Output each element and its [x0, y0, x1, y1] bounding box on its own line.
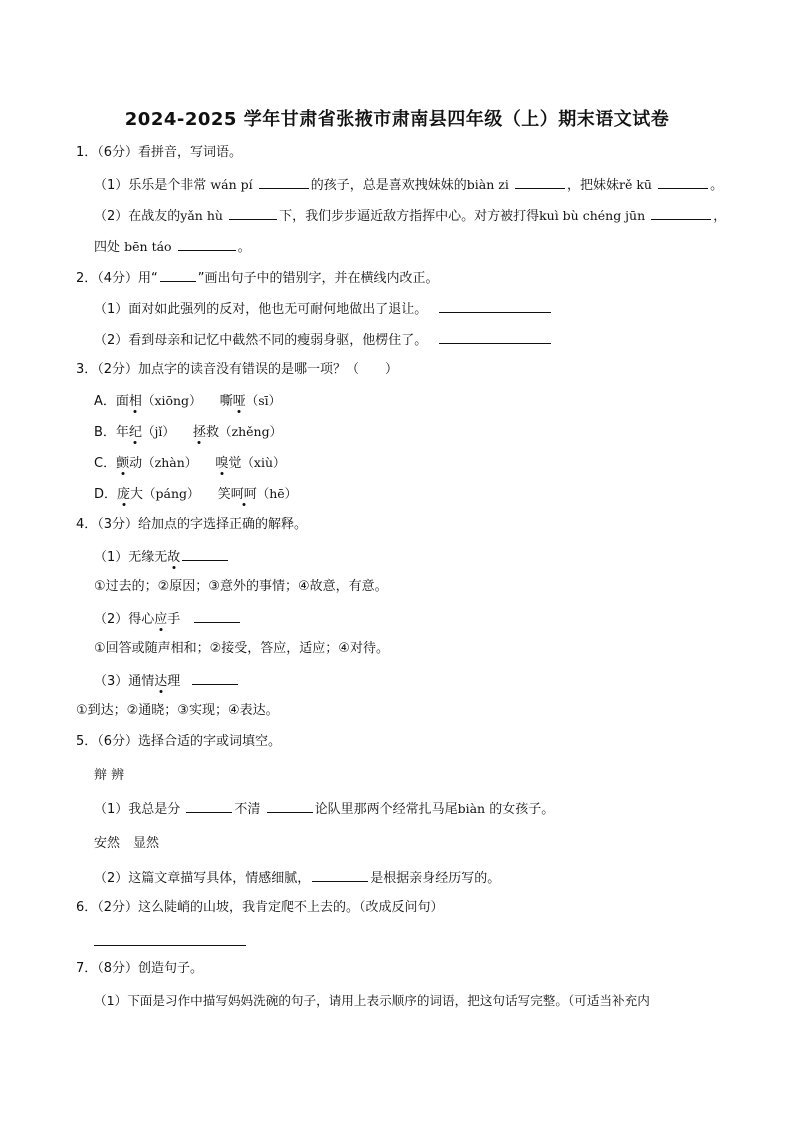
q1-text: 的孩子，总是喜欢拽妹妹的	[310, 178, 467, 193]
answer-blank[interactable]	[439, 330, 551, 344]
q4-options-3: ①到达；②通晓；③实现；④表达。	[76, 703, 279, 718]
dotted-char: 达	[154, 674, 168, 689]
q1-text: 下，我们步步逼近敌方指挥中心。对方被打得	[279, 209, 540, 224]
answer-blank[interactable]	[658, 175, 708, 189]
q4-item-text: 理	[167, 674, 181, 689]
answer-blank[interactable]	[259, 175, 309, 189]
q4-item-text: （3）通情	[94, 674, 155, 689]
dotted-char: 纪	[128, 425, 142, 440]
dotted-char: 颤	[116, 456, 130, 471]
choice-d[interactable]	[94, 485, 297, 504]
q7-sentence-1: （1）下面是习作中描写妈妈洗碗的句子，请用上表示顺序的词语，把这句话写完整。（可适当补充内	[94, 993, 650, 1008]
question-5-heading: 5．（6分）选择合适的字或词填空。	[76, 734, 282, 749]
q4-item-2	[94, 609, 242, 629]
answer-blank[interactable]	[194, 609, 240, 623]
dotted-char: 拯	[192, 425, 206, 440]
pinyin: （xiù）	[241, 455, 286, 470]
question-2-heading	[76, 268, 439, 288]
q5-sentence-text: （2）这篇文章描写具体，情感细腻，	[94, 871, 311, 886]
choice-label: C．	[94, 456, 117, 471]
q2-sentence-text: （2）看到母亲和记忆中截然不同的瘦弱身驱，他楞住了。	[94, 333, 428, 348]
q5-sentence-2	[94, 868, 500, 888]
q4-item-text: （2）得心	[94, 612, 155, 627]
q1-text: 四处	[94, 240, 121, 255]
answer-line[interactable]	[94, 944, 246, 946]
q1-text: （2）在战友的	[94, 209, 181, 224]
q5-sentence-text: （1）我总是分	[94, 802, 181, 817]
question-6-heading: 6．（2分）这么陡峭的山坡，我肯定爬不上去的。（改成反问句）	[76, 900, 444, 915]
pinyin: （jǐ）	[141, 424, 175, 439]
answer-blank[interactable]	[192, 671, 238, 685]
q4-item-text: 手	[167, 612, 181, 627]
question-3-heading: 3．（2分）加点字的读音没有错误的是哪一项？（ ）	[76, 362, 399, 377]
q4-options-1: ①过去的；②原因；③意外的事情；④故意，有意。	[94, 579, 388, 594]
question-1-heading: 1．（6分）看拼音，写词语。	[76, 145, 243, 160]
question-7-heading: 7．（8分）创造句子。	[76, 961, 204, 976]
question-1-line-1	[94, 175, 723, 195]
pinyin: kuì bù chéng jūn	[539, 208, 646, 223]
answer-blank[interactable]	[439, 299, 551, 313]
choice-c[interactable]	[94, 454, 286, 473]
pinyin: yǎn hù	[180, 208, 223, 223]
choice-text: 大	[130, 487, 144, 502]
question-2-sentence-1	[94, 299, 553, 319]
q5-sentence-text: 是根据亲身经历写的。	[370, 871, 501, 886]
pinyin: （xiōng）	[141, 393, 202, 408]
dotted-char: 故	[167, 550, 181, 565]
choice-text: 觉	[228, 456, 242, 471]
answer-blank[interactable]	[229, 206, 277, 220]
pinyin: biàn	[457, 801, 486, 816]
choice-label: B．	[94, 425, 116, 440]
q2-sentence-text: （1）面对如此强列的反对，他也无可耐何地做出了退让。	[94, 302, 428, 317]
pinyin: （zhàn）	[142, 455, 198, 470]
page-title: 2024-2025 学年甘肃省张掖市肃南县四年级（上）期末语文试卷	[124, 109, 670, 130]
q4-item-1	[94, 547, 230, 567]
q4-item-text: （1）无缘无	[94, 550, 168, 565]
choice-b[interactable]	[94, 423, 282, 442]
q4-item-3	[94, 671, 240, 691]
pinyin: biàn zi	[466, 177, 509, 192]
sample-underline	[160, 268, 196, 282]
question-2-sentence-2	[94, 330, 553, 350]
answer-blank[interactable]	[178, 237, 236, 251]
q5-sentence-text: 不清	[234, 802, 261, 817]
word-choices-1: 辩 辨	[94, 768, 125, 783]
answer-blank[interactable]	[267, 799, 313, 813]
pinyin: bēn táo	[124, 239, 172, 254]
pinyin: （hē）	[256, 486, 298, 501]
pinyin: rě kū	[618, 177, 652, 192]
q4-options-2: ①回答或随声相和；②接受，答应，适应；④对待。	[94, 641, 389, 656]
q5-sentence-text: 论队里那两个经常扎马尾	[314, 802, 458, 817]
choice-text: 嘶	[219, 394, 233, 409]
answer-blank[interactable]	[515, 175, 565, 189]
dotted-char: 哑	[232, 394, 246, 409]
choice-a[interactable]	[94, 392, 281, 411]
choice-text: 面	[115, 394, 129, 409]
choice-text: 动	[129, 456, 143, 471]
choice-label: A．	[94, 394, 116, 409]
dotted-char: 相	[128, 394, 142, 409]
pinyin: （páng）	[143, 486, 200, 501]
answer-blank[interactable]	[182, 547, 228, 561]
word-choices-2: 安然 显然	[94, 836, 160, 851]
q1-text: ，把妹妹	[566, 178, 619, 193]
dotted-char: 应	[154, 612, 168, 627]
choice-text: 笑	[217, 487, 231, 502]
q5-sentence-1	[94, 799, 554, 819]
question-1-line-2	[94, 206, 726, 226]
q5-sentence-text: 的女孩子。	[489, 802, 555, 817]
dotted-char: 庞	[117, 487, 131, 502]
dotted-char: 呵呵	[230, 487, 257, 502]
q2-heading-part: 2．（4分）用“	[76, 271, 158, 286]
answer-blank[interactable]	[312, 868, 368, 882]
q1-text: 。	[710, 178, 724, 193]
choice-text: 救	[205, 425, 219, 440]
q1-text: （1）乐乐是个非常	[94, 178, 207, 193]
pinyin: （sī）	[245, 393, 282, 408]
question-1-line-3	[94, 237, 251, 257]
q1-text: 。	[237, 240, 251, 255]
choice-label: D．	[94, 487, 118, 502]
answer-blank[interactable]	[651, 206, 711, 220]
pinyin: wán pí	[210, 177, 253, 192]
q2-heading-part: ”画出句子中的错别字，并在横线内改正。	[197, 271, 439, 286]
choice-text: 年	[115, 425, 129, 440]
question-4-heading: 4．（3分）给加点的字选择正确的解释。	[76, 517, 308, 532]
pinyin: （zhěng）	[219, 424, 283, 439]
q1-text: ，	[713, 209, 727, 224]
answer-blank[interactable]	[186, 799, 232, 813]
dotted-char: 嗅	[215, 456, 229, 471]
